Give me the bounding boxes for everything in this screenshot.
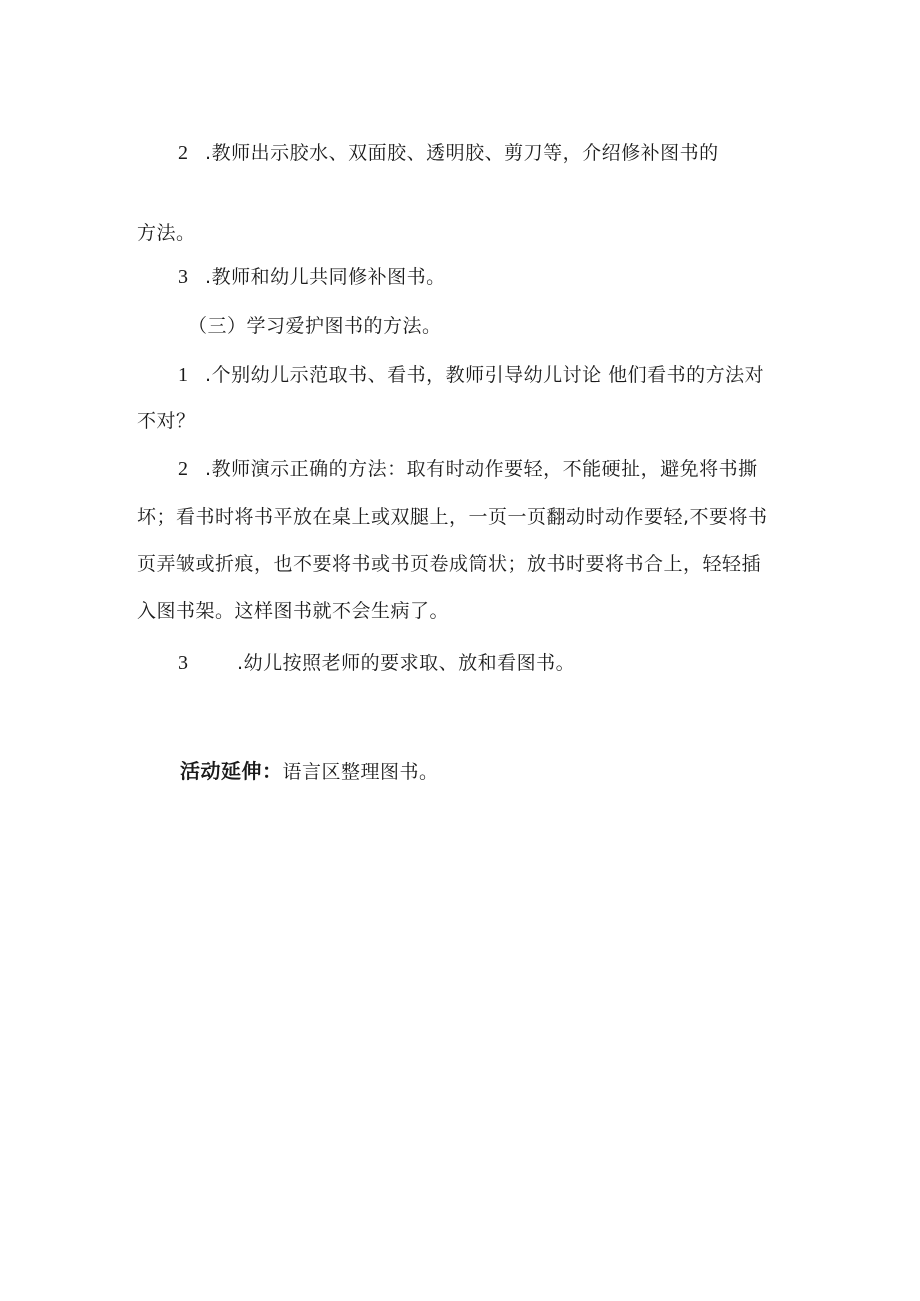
s3-item-2-line-1 [178, 456, 758, 482]
item-number: 3 [178, 652, 189, 674]
item-2-line-2 [137, 220, 196, 246]
item-text: .教师和幼儿共同修补图书。 [205, 266, 446, 288]
item-text: .幼儿按照老师的要求取、放和看图书。 [237, 652, 576, 674]
s3-item-2-line-4 [137, 598, 449, 624]
s3-item-1-line-2 [137, 408, 196, 434]
item-text-continued: 不对？ [137, 410, 196, 432]
item-3-line [178, 264, 446, 290]
section-title: （三）学习爱护图书的方法。 [188, 315, 442, 337]
item-text: .教师出示胶水、双面胶、透明胶、剪刀等，介绍修补图书的 [205, 142, 719, 164]
item-text: .教师演示正确的方法：取有时动作要轻，不能硬扯，避免将书撕 [205, 458, 758, 480]
item-text-continued: 页弄皱或折痕，也不要将书或书页卷成筒状；放书时要将书合上，轻轻插 [137, 553, 762, 575]
section-heading [188, 313, 442, 339]
item-text-continued: 入图书架。这样图书就不会生病了。 [137, 600, 450, 622]
item-number: 1 [178, 364, 189, 386]
item-text-continued: 坏；看书时将书平放在桌上或双腿上，一页一页翻动时动作要轻,不要将书 [137, 506, 768, 528]
s3-item-1-line-1 [178, 362, 764, 388]
s3-item-3-line [178, 650, 575, 676]
s3-item-2-line-2 [137, 504, 768, 530]
s3-item-2-line-3 [137, 551, 761, 577]
item-text: .个别幼儿示范取书、看书，教师引导幼儿讨论 他们看书的方法对 [205, 364, 765, 386]
extension-text: 语言区整理图书。 [282, 761, 439, 783]
activity-extension [180, 758, 439, 785]
item-number: 2 [178, 458, 189, 480]
item-2-line-1 [178, 140, 719, 166]
item-number: 3 [178, 266, 189, 288]
item-text-continued: 方法。 [137, 222, 196, 244]
item-number: 2 [178, 142, 189, 164]
extension-label: 活动延伸： [180, 759, 283, 783]
